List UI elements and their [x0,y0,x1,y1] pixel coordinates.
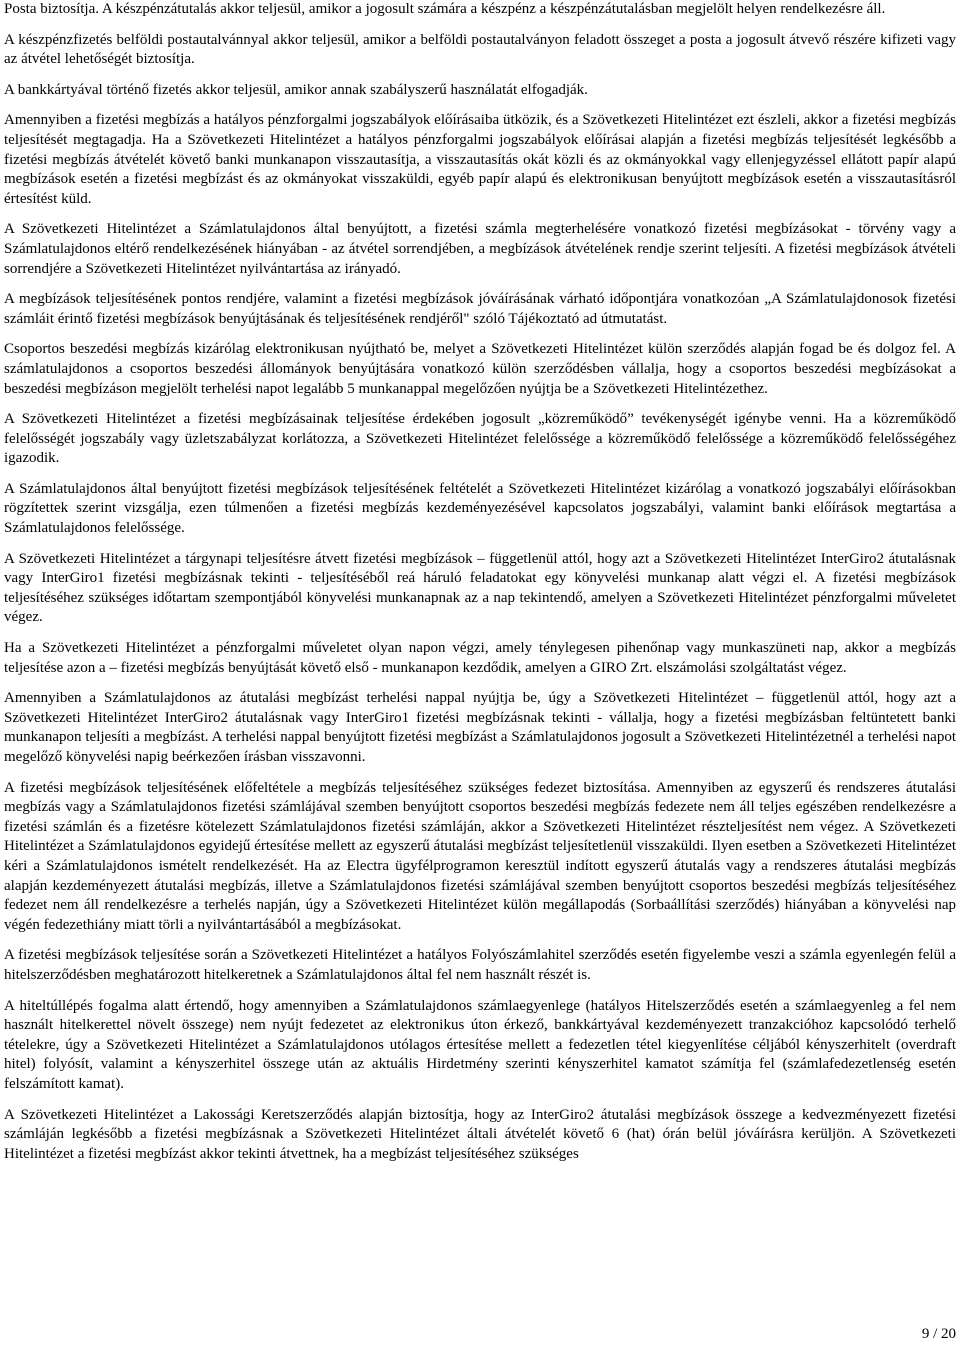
paragraph-information-notice: A megbízások teljesítésének pontos rendjére, valamint a fizetési megbízások jóváírásának várható időpontjára vonatkozóan „A Számlatulajdonosok fizetési számláit érintő fizetési megbízások benyújtásának és teljesítésének rendjéről" szóló Tájékoztató ad útmutatást. [4,291,956,327]
paragraph-framework-agreement: A Szövetkezeti Hitelintézet a Lakossági Keretszerződés alapján biztosítja, hogy az InterGiro2 átutalási megbízások összege a kedvezményezett fizetési számláján legkésőbb a fizetési megbízásnak a Szövetkezeti Hitelintézet általi átvételét követő 6 (hat) órán belül jóváírásra kerüljön. A Szövetkezeti Hitelintézet a fizetési megbízást akkor tekinti átvettnek, ha a megbízást teljesítéséhez szükséges [4,1106,956,1162]
paragraph-coverage: A fizetési megbízások teljesítésének előfeltétele a megbízás teljesítéséhez szükséges fedezet biztosítása. Amennyiben az egyszerű és rendszeres átutalási megbízás vagy a Számlatulajdonos fizetési számlájával szemben benyújtott csoportos beszedési megbízás fedezete nem áll teljes egészében rendelkezésre a fizetési számlán és a fizetésre kötelezett Számlatulajdonos fizetési számláján, akkor a Szövetkezeti Hitelintézet részteljesítést nem végez. A Szövetkezeti Hitelintézet a Számlatulajdonos egyidejű értesítése mellett az egyszerű átutalási megbízást teljesítetlenül visszaküldi. Ilyen esetben a Szövetkezeti Hitelintézet kéri a Számlatulajdonos ismételt rendelkezését. Ha az Electra ügyfélprogramon keresztül indított egyszerű átutalás vagy a rendszeres átutalási megbízás alapján kezdeményezett átutalási megbízás, illetve a Számlatulajdonos fizetési számlájával szemben benyújtott csoportos beszedési megbízás teljesítéséhez fedezet nem áll rendelkezésre a terhelés napján, úgy a Szövetkezeti Hitelintézet külön megállapodás (Sorbaállítási szerződés) hiányában a könyvelési nap végén fedezethiány miatt törli a nyilvántartásából a megbízásokat. [4,779,956,933]
paragraph-credit-excess: A hiteltúllépés fogalma alatt értendő, hogy amennyiben a Számlatulajdonos számlaegyenlege (hatályos Hitelszerződés esetén a számlaegyenleg a fel nem használt hitelkerettel növelt összege) nem nyújt fedezetet az elektronikus úton érkező, bankkártyával kezdeményezett tranzakcióhoz kapcsolódó terhelő tételekre, úgy a Szövetkezeti Hitelintézet a Számlatulajdonos utólagos értesítése mellett a fedezetlen tétel kiegyenlítése céljából kényszerhitelt (overdraft hitel) folyósít, valamint a kényszerhitel összege után az aktuális Hirdetmény szerinti kényszerhitel kamatot számítja fel (számlafedezetlenség esetén felszámított kamat). [4,997,956,1092]
paragraph-postal-order: A készpénzfizetés belföldi postautalvánnyal akkor teljesül, amikor a belföldi postautalványon feladott összeget a posta a jogosult átvevő részére kifizeti vagy az átvétel lehetőségét biztosítja. [4,31,956,68]
paragraph-card-payment: A bankkártyával történő fizetés akkor teljesül, amikor annak szabályszerű használatát elfogadják. [4,81,588,98]
paragraph-refusal: Amennyiben a fizetési megbízás a hatályos pénzforgalmi jogszabályok előírásaiba ütközik, és a Szövetkezeti Hitelintézet ezt észleli, akkor a fizetési megbízás teljesítését megtagadja. Ha a Szövetkezeti Hitelintézet a hatályos pénzforgalmi jogszabályok előírásai alapján a fizetési megbízás teljesítését legkésőbb a fizetési megbízás átvételét követő banki munkanapon visszautasítja, a visszautasítás okát közli és az okmányokkal vagy ellenjegyzéssel ellátott papír alapú megbízások esetén a fizetési megbízást és az okmányokat visszaküldi, egyéb papír alapú és elektronikusan benyújtott megbízások esetén a visszautasításról értesítést küld. [4,112,956,207]
paragraph-intergiro: A Szövetkezeti Hitelintézet a tárgynapi teljesítésre átvett fizetési megbízások – függetlenül attól, hogy azt a Szövetkezeti Hitelintézet InterGiro2 átutalásnak vagy InterGiro1 fizetési megbízásnak tekinti - teljesítéséből reá háruló feladatokat egy könyvelési munkanap alatt végzi el. A fizetési megbízások teljesítéséhez szükséges időtartam szempontjából könyvelési munkanapnak az a nap tekintendő, amelyen a Szövetkezeti Hitelintézet pénzforgalmi műveletet végez. [4,550,956,626]
page-number: 9 / 20 [921,1326,956,1342]
paragraph-collective-collection: Csoportos beszedési megbízás kizárólag elektronikusan nyújtható be, melyet a Szövetkezeti Hitelintézet külön szerződés alapján fogad be és dolgoz fel. A számlatulajdonos a csoportos beszedési állományok benyújtására vonatkozó külön szerződésben vállalja, hogy a csoportos beszedési megbízásokat a beszedési megbízáson megjelölt terhelési napot legalább 5 munkanappal megelőzően nyújtja be a Szövetkezeti Hitelintézethez. [4,341,956,397]
paragraph-debit-date: Amennyiben a Számlatulajdonos az átutalási megbízást terhelési nappal nyújtja be, úgy a Szövetkezeti Hitelintézet – függetlenül attól, hogy azt a Szövetkezeti Hitelintézet InterGiro2 átutalásnak vagy InterGiro1 fizetési megbízásnak tekinti - vállalja, hogy a fizetési megbízásban feltüntetett banki munkanapon teljesíti a megbízást. A terhelési nappal benyújtott fizetési megbízást a Számlatulajdonos jogosult a Szövetkezeti Hitelintézetnél a terhelési napot megelőző könyvelési napig beérkezően írásban visszavonni. [4,690,956,765]
paragraph-rest-day: Ha a Szövetkezeti Hitelintézet a pénzforgalmi műveletet olyan napon végzi, amely ténylegesen pihenőnap vagy munkaszüneti nap, akkor a megbízás teljesítése azon a – fizetési megbízás benyújtását követő első - munkanapon kezdődik, amelyen a GIRO Zrt. elszámolási szolgáltatást végez. [4,640,956,676]
paragraph-conditions: A Számlatulajdonos által benyújtott fizetési megbízások teljesítésének feltételét a Szövetkezeti Hitelintézet kizárólag a vonatkozó jogszabályi előírásokban rögzítettek szerint vizsgálja, ezen túlmenően a fizetési megbízás kezdeményezésével kapcsolatos jogszabályi, valamint banki előírások megtartása a Számlatulajdonos felelőssége. [4,480,956,537]
paragraph-continuation: Posta biztosítja. A készpénzátutalás akkor teljesül, amikor a jogosult számára a készpénz a készpénzátutalásban megjelölt helyen rendelkezésre áll. [4,1,886,17]
paragraph-overdraft-facility: A fizetési megbízások teljesítése során a Szövetkezeti Hitelintézet a hatályos Folyószámlahitel szerződés esetén figyelembe veszi a számla egyenlegén felül a hitelszerződésben meghatározott hitelkeretnek a Számlatulajdonos által fel nem használt részét is. [4,947,956,983]
paragraph-order-sequence: A Szövetkezeti Hitelintézet a Számlatulajdonos által benyújtott, a fizetési számla megterhelésére vonatkozó fizetési megbízásokat - törvény vagy a Számlatulajdonos eltérő rendelkezésének hiányában - az átvétel sorrendjében, a megbízások átvételének rendje szerint teljesíti. A fizetési megbízások átvételi sorrendjére a Szövetkezeti Hitelintézet nyilvántartása az irányadó. [4,221,956,277]
paragraph-intermediary: A Szövetkezeti Hitelintézet a fizetési megbízásainak teljesítése érdekében jogosult „közreműködő” tevékenységét igénybe venni. Ha a közreműködő felelősségét jogszabály vagy üzletszabályzat korlátozza, a Szövetkezeti Hitelintézet felelőssége a közreműködő felelőssége a közreműködő felelősségéhez igazodik. [4,411,956,467]
document-page [4,0,956,1175]
